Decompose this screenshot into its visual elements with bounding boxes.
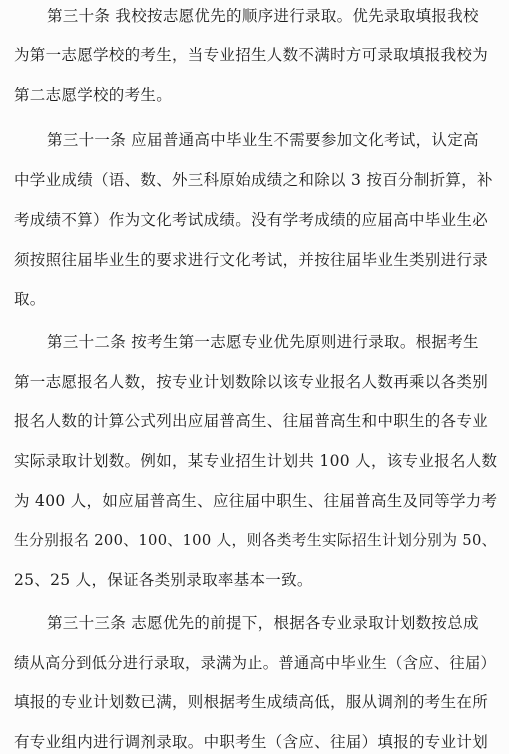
text-line: 第三十二条 按考生第一志愿专业优先原则进行录取。根据考生 [47,333,479,351]
text-line: 报名人数的计算公式列出应届普高生、往届普高生和中职生的各专业 [14,412,489,430]
text-line: 取。 [14,290,46,308]
text-line: 为 400 人，如应届普高生、应往届中职生、往届普高生及同等学力考 [14,492,498,510]
text-line: 第三十三条 志愿优先的前提下，根据各专业录取计划数按总成 [47,614,479,632]
text-line: 第二志愿学校的考生。 [14,86,173,104]
text-line: 考成绩不算）作为文化考试成绩。没有学考成绩的应届高中毕业生必 [14,211,489,229]
text-line: 绩从高分到低分进行录取，录满为止。普通高中毕业生（含应、往届） [14,654,497,672]
text-line: 中学业成绩（语、数、外三科原始成绩之和除以 3 按百分制折算，补 [14,171,493,189]
text-line: 第三十条 我校按志愿优先的顺序进行录取。优先录取填报我校 [47,7,479,25]
text-line: 填报的专业计划数已满，则根据考生成绩高低，服从调剂的考生在所 [14,693,489,711]
text-line: 第一志愿报名人数，按专业计划数除以该专业报名人数再乘以各类别 [14,373,489,391]
text-line: 有专业组内进行调剂录取。中职考生（含应、往届）填报的专业计划 [14,733,489,751]
text-line: 须按照往届毕业生的要求进行文化考试，并按往届毕业生类别进行录 [14,251,489,269]
text-line: 实际录取计划数。例如，某专业招生计划共 100 人，该专业报名人数 [14,452,498,470]
text-line: 生分别报名 200、100、100 人，则各类考生实际招生计划分别为 50、 [14,532,497,549]
text-line: 25、25 人，保证各类别录取率基本一致。 [14,571,313,589]
text-line: 为第一志愿学校的考生，当专业招生人数不满时方可录取填报我校为 [14,46,489,64]
text-line: 第三十一条 应届普通高中毕业生不需要参加文化考试，认定高 [47,131,479,149]
